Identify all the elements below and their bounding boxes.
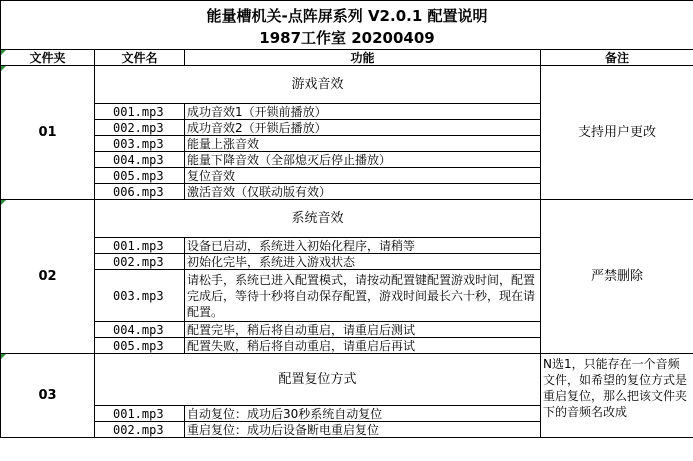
function-cell: 请松手，系统已进入配置模式，请按动配置键配置游戏时间，配置完成后，等待十秒将自动保存配置，游戏时间最长六十秒，现在请配置。 [185, 270, 541, 322]
filename-cell: 006.mp3 [95, 184, 185, 200]
function-cell: 能量上涨音效 [185, 136, 541, 152]
filename-cell: 004.mp3 [95, 322, 185, 338]
filename-cell: 002.mp3 [95, 254, 185, 270]
function-cell: 设备已启动，系统进入初始化程序，请稍等 [185, 238, 541, 254]
function-cell: 能量下降音效（全部熄灭后停止播放） [185, 152, 541, 168]
function-cell: 重启复位：成功后设备断电重启复位 [185, 422, 541, 438]
folder-03: 03 [1, 354, 95, 438]
header-folder: 文件夹 [1, 50, 95, 66]
header-notes: 备注 [541, 50, 693, 66]
filename-cell: 001.mp3 [95, 406, 185, 422]
note-group-03: N选1，只能存在一个音频文件，如希望的复位方式是重启复位，那么把该文件夹下的音频名改成 [541, 354, 693, 438]
category-system-sounds: 系统音效 [95, 200, 541, 238]
function-cell: 初始化完毕，系统进入游戏状态 [185, 254, 541, 270]
filename-cell: 001.mp3 [95, 104, 185, 120]
filename-cell: 002.mp3 [95, 422, 185, 438]
function-cell: 成功音效2（开锁后播放） [185, 120, 541, 136]
document-title-line2: 1987工作室 20200409 [1, 27, 693, 50]
note-group-02: 严禁删除 [541, 200, 693, 354]
function-cell: 成功音效1（开锁前播放） [185, 104, 541, 120]
header-filename: 文件名 [95, 50, 185, 66]
function-cell: 配置失败，稍后将自动重启，请重启后再试 [185, 338, 541, 354]
category-reset-mode: 配置复位方式 [95, 354, 541, 406]
filename-cell: 002.mp3 [95, 120, 185, 136]
filename-cell: 005.mp3 [95, 338, 185, 354]
category-game-sounds: 游戏音效 [95, 66, 541, 104]
filename-cell: 003.mp3 [95, 136, 185, 152]
folder-02: 02 [1, 200, 95, 354]
function-cell: 配置完毕，稍后将自动重启，请重启后测试 [185, 322, 541, 338]
filename-cell: 004.mp3 [95, 152, 185, 168]
document-title-line1: 能量槽机关-点阵屏系列 V2.0.1 配置说明 [1, 1, 693, 28]
function-cell: 激活音效（仅联动版有效） [185, 184, 541, 200]
filename-cell: 003.mp3 [95, 270, 185, 322]
filename-cell: 005.mp3 [95, 168, 185, 184]
function-cell: 复位音效 [185, 168, 541, 184]
folder-01: 01 [1, 66, 95, 200]
function-cell: 自动复位：成功后30秒系统自动复位 [185, 406, 541, 422]
filename-cell: 001.mp3 [95, 238, 185, 254]
note-group-01: 支持用户更改 [541, 66, 693, 200]
header-function: 功能 [185, 50, 541, 66]
